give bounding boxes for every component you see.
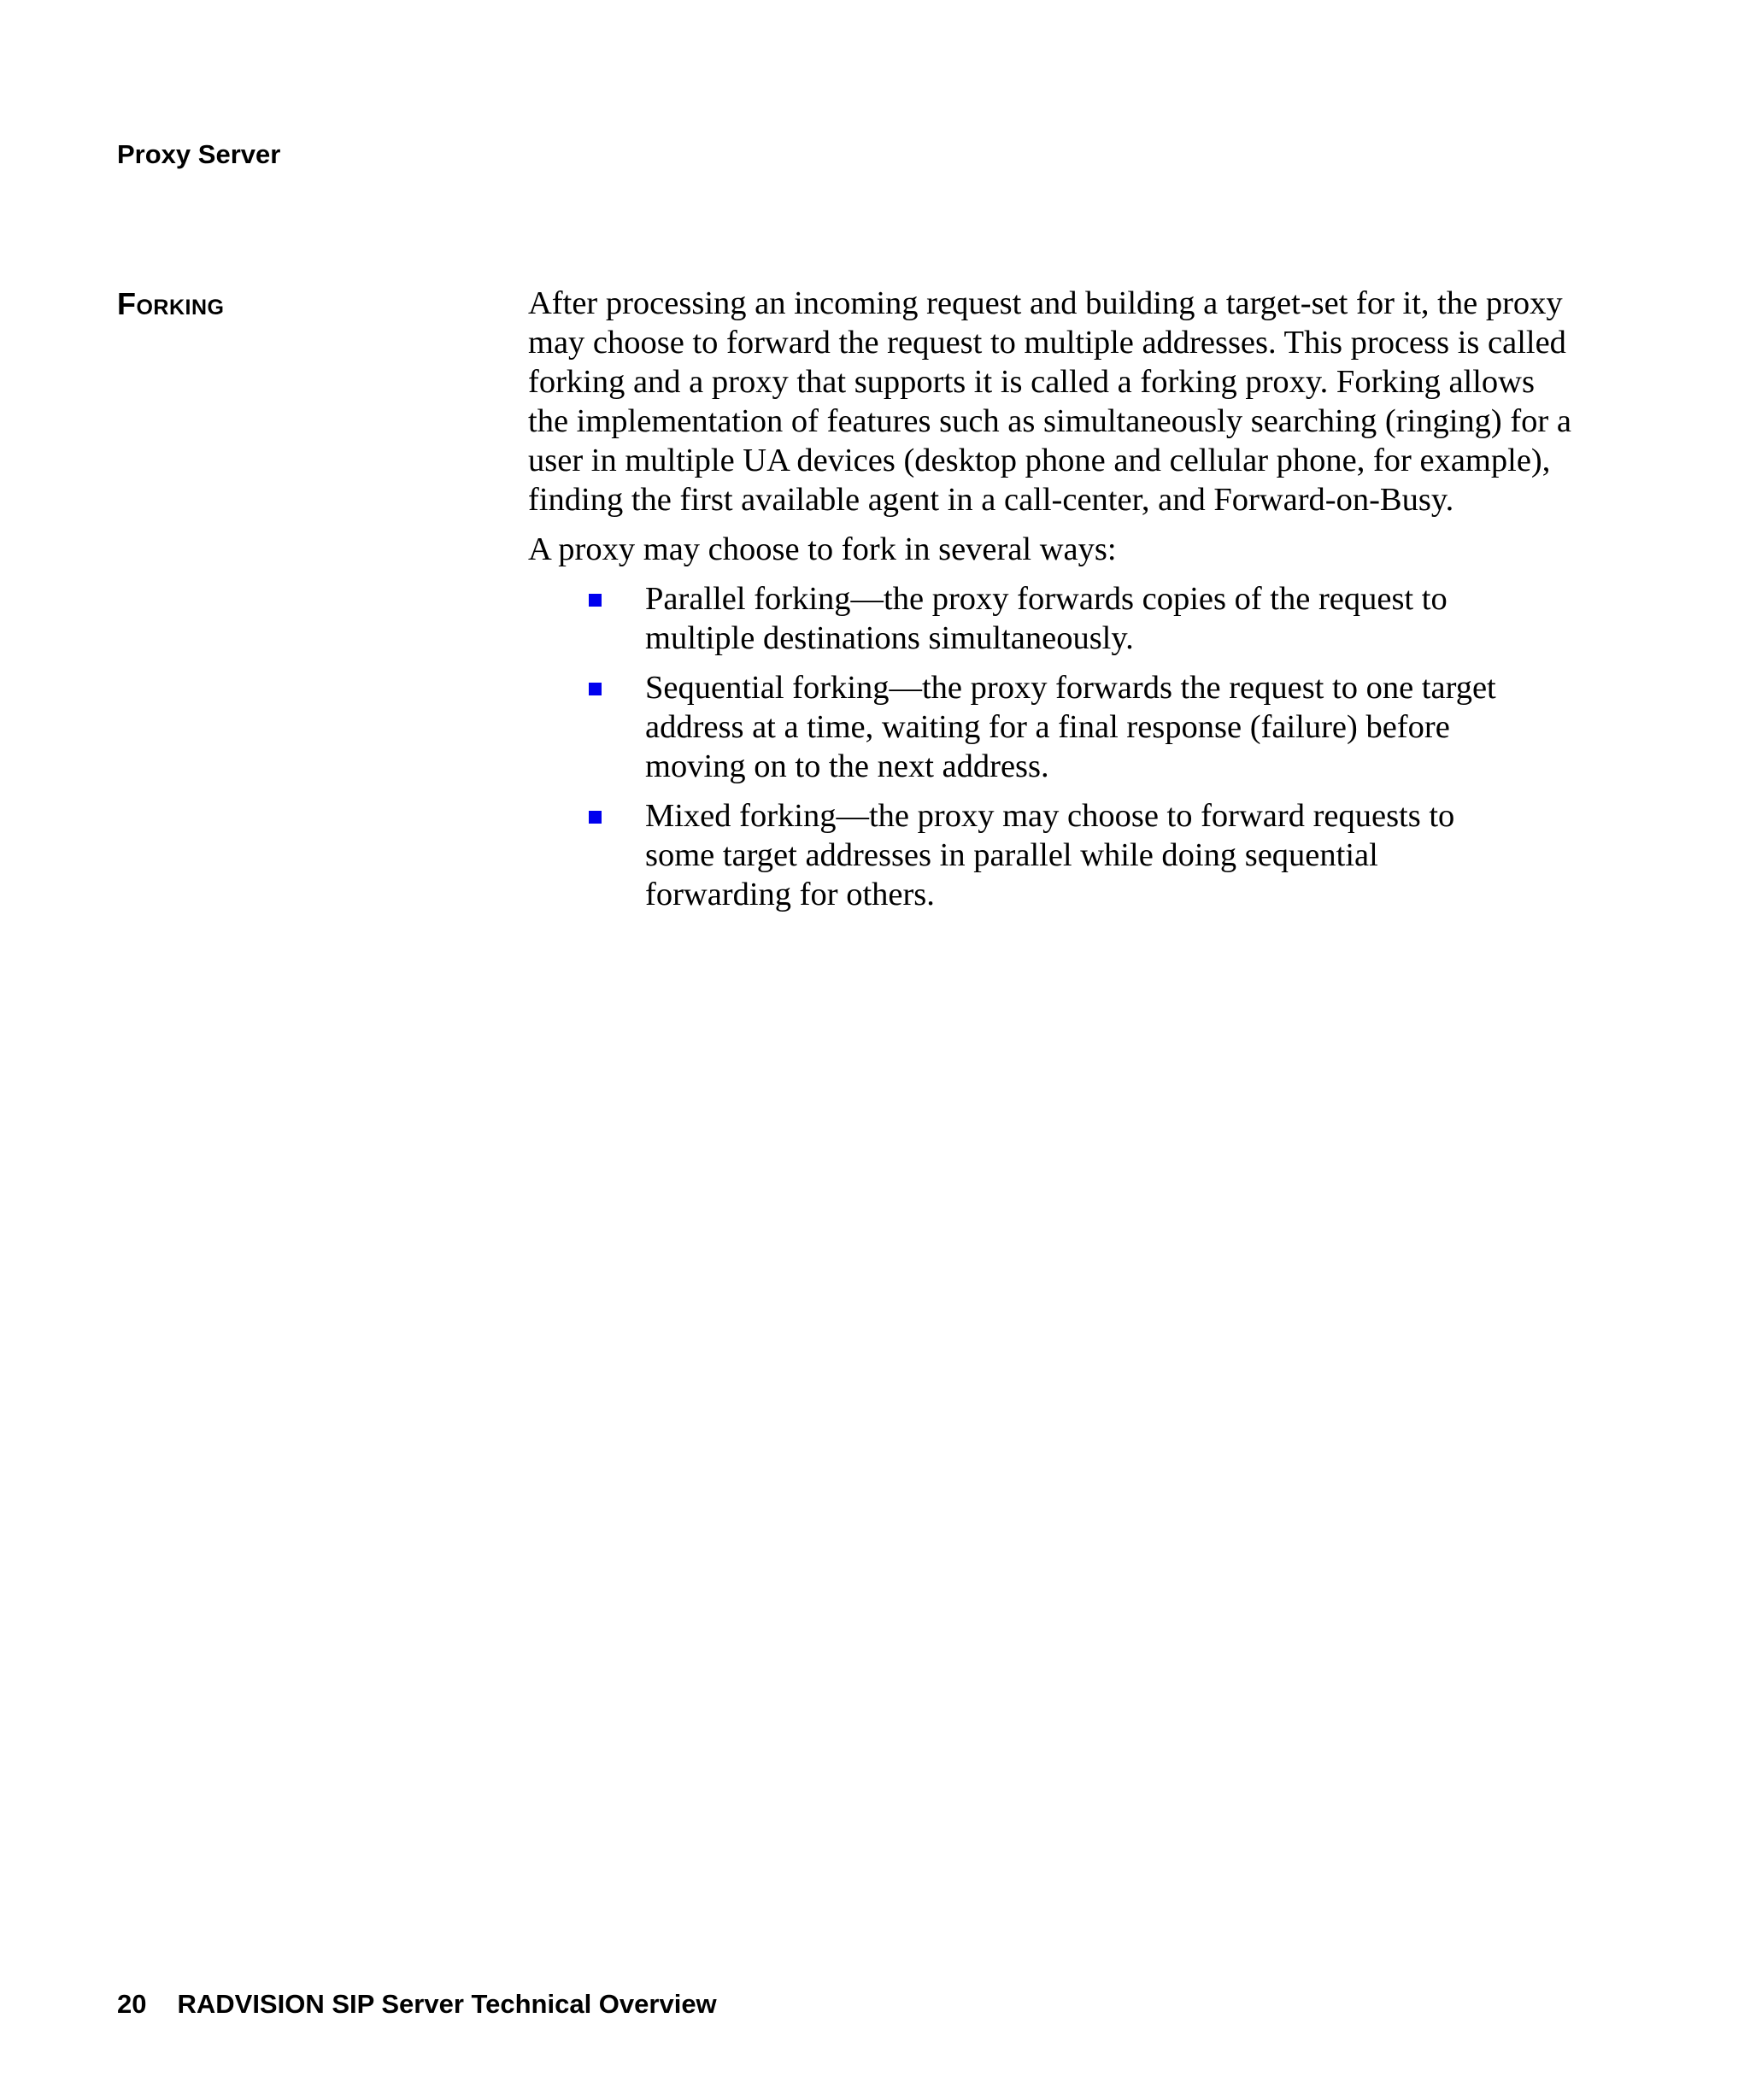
list-item-text: Parallel forking—the proxy forwards copies of the request to multiple destinations simultaneously. — [645, 581, 1448, 656]
running-footer — [117, 1987, 717, 2021]
book-title: RADVISION SIP Server Technical Overview — [177, 1989, 717, 2019]
intro-paragraph: After processing an incoming request and building a target-set for it, the proxy may choose to forward the request to multiple addresses. This process is called forking and a proxy that supports it is called a forking proxy. Forking allows the implementation of features such as simultaneously searching (ringing) for a user in multiple UA devices (desktop phone and cellular phone, for example), finding the first available agent in a call-center, and Forward-on-Busy. — [528, 285, 1571, 518]
body-column — [528, 284, 1579, 924]
list-item — [528, 668, 1517, 786]
square-bullet-icon — [589, 594, 602, 607]
list-item-text: Sequential forking—the proxy forwards the request to one target address at a time, waiting for a final response (failure) before moving on to the next address. — [645, 670, 1496, 784]
forking-types-list — [528, 579, 1579, 914]
running-header: Proxy Server — [117, 139, 281, 169]
lead-in-paragraph: A proxy may choose to fork in several ways: — [528, 531, 1117, 567]
square-bullet-icon — [589, 811, 602, 824]
section-heading: Forking — [117, 286, 225, 321]
list-item-text: Mixed forking—the proxy may choose to forward requests to some target addresses in parallel while doing sequential forwarding for others. — [645, 798, 1455, 912]
list-item — [528, 796, 1517, 914]
list-item — [528, 579, 1517, 658]
square-bullet-icon — [589, 683, 602, 695]
page-number: 20 — [117, 1989, 147, 2019]
